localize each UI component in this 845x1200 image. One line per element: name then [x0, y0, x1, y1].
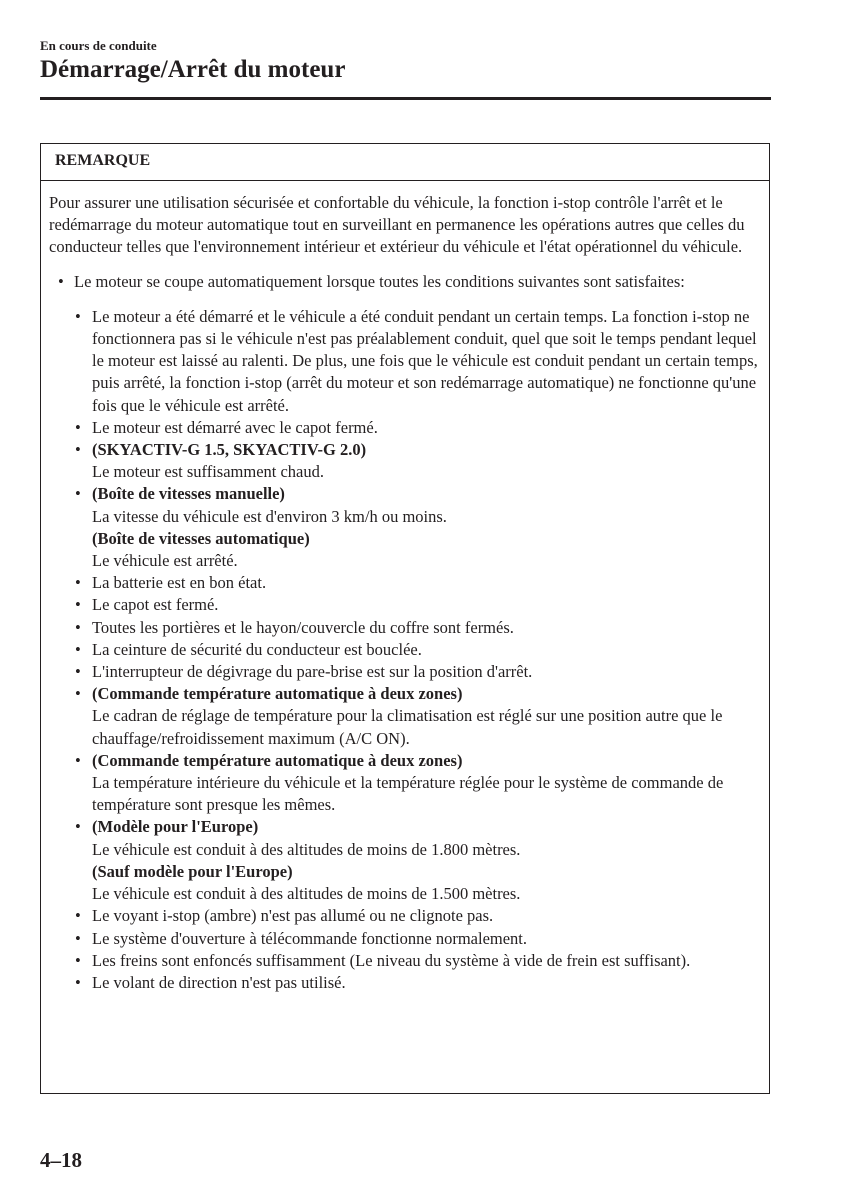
condition-item: [74, 928, 759, 950]
condition-text: Le cadran de réglage de température pour la climatisation est réglé sur une position autre que le chauffage/refroidissement maximum (A/C ON).: [92, 706, 723, 748]
condition-item: [74, 572, 759, 594]
bullet-marker: •: [58, 271, 64, 291]
condition-qualifier: (Sauf modèle pour l'Europe): [92, 861, 293, 881]
bullet-marker: •: [75, 573, 81, 593]
condition-item: [74, 617, 759, 639]
bullet-marker: •: [75, 928, 81, 948]
bullet-marker: •: [75, 972, 81, 992]
condition-qualifier: (SKYACTIV-G 1.5, SKYACTIV-G 2.0): [92, 440, 367, 460]
bullet-marker: •: [75, 662, 81, 682]
condition-text: Le véhicule est arrêté.: [92, 551, 238, 571]
main-bullet-text: Le moteur se coupe automatiquement lorsque toutes les conditions suivantes sont satisfaites:: [74, 271, 685, 291]
condition-item: [74, 594, 759, 616]
page-title: Démarrage/Arrêt du moteur: [40, 56, 346, 83]
note-body: [41, 181, 769, 994]
note-box: [40, 143, 770, 1094]
condition-item: [74, 439, 759, 483]
condition-text: Le système d'ouverture à télécommande fonctionne normalement.: [92, 928, 528, 948]
condition-text: Le voyant i-stop (ambre) n'est pas allumé ou ne clignote pas.: [92, 906, 494, 926]
condition-item: [74, 483, 759, 572]
bullet-marker: •: [75, 906, 81, 926]
condition-text: La ceinture de sécurité du conducteur est bouclée.: [92, 639, 422, 659]
condition-item: [74, 816, 759, 905]
condition-text: La température intérieure du véhicule et la température réglée pour le système de commande de température sont presque les mêmes.: [92, 773, 724, 815]
condition-text: Les freins sont enfoncés suffisamment (Le niveau du système à vide de frein est suffisant).: [92, 950, 691, 970]
bullet-marker: •: [75, 484, 81, 504]
condition-item: [74, 750, 759, 817]
bullet-marker: •: [75, 306, 81, 326]
condition-text: Le volant de direction n'est pas utilisé.: [92, 972, 346, 992]
condition-text: Le véhicule est conduit à des altitudes de moins de 1.500 mètres.: [92, 884, 521, 904]
bullet-marker: •: [75, 417, 81, 437]
condition-qualifier: (Modèle pour l'Europe): [92, 817, 259, 837]
condition-qualifier: (Commande température automatique à deux zones): [92, 684, 463, 704]
bullet-marker: •: [75, 750, 81, 770]
condition-text: Le véhicule est conduit à des altitudes de moins de 1.800 mètres.: [92, 839, 521, 859]
bullet-marker: •: [75, 950, 81, 970]
condition-item: [74, 306, 759, 417]
condition-qualifier: (Boîte de vitesses manuelle): [92, 484, 285, 504]
bullet-marker: •: [75, 639, 81, 659]
condition-qualifier: (Commande température automatique à deux zones): [92, 750, 463, 770]
note-intro: Pour assurer une utilisation sécurisée et confortable du véhicule, la fonction i-stop contrôle l'arrêt et le redémarrage du moteur automatique tout en surveillant en permanence les opérations autres que celles du conducteur telles que l'environnement intérieur et extérieur du véhicule et l'état opérationnel du véhicule.: [49, 193, 745, 257]
condition-item: [74, 639, 759, 661]
condition-item: [74, 972, 759, 994]
condition-qualifier: (Boîte de vitesses automatique): [92, 528, 310, 548]
condition-text: Toutes les portières et le hayon/couvercle du coffre sont fermés.: [92, 617, 514, 637]
bullet-marker: •: [75, 817, 81, 837]
condition-list: [74, 306, 759, 994]
condition-text: Le moteur a été démarré et le véhicule a été conduit pendant un certain temps. La fonction i-stop ne fonctionnera pas si le véhicule n'est pas préalablement conduit, quel que soit le temps pendant lequel le moteur est laissé au ralenti. De plus, une fois que le véhicule est conduit pendant un certain temps, puis arrêté, la fonction i-stop (arrêt du moteur et son redémarrage automatique) ne fonctionne qu'une fois que le véhicule est arrêté.: [92, 306, 758, 415]
page-number: 4–18: [40, 1148, 82, 1172]
condition-text: Le moteur est suffisamment chaud.: [92, 462, 325, 482]
bullet-marker: •: [75, 595, 81, 615]
bullet-marker: •: [75, 684, 81, 704]
condition-text: Le moteur est démarré avec le capot fermé.: [92, 417, 378, 437]
bullet-marker: •: [75, 617, 81, 637]
bullet-marker: •: [75, 440, 81, 460]
condition-item: [74, 905, 759, 927]
main-bullet-item: [49, 271, 759, 995]
condition-item: [74, 683, 759, 750]
condition-text: Le capot est fermé.: [92, 595, 219, 615]
condition-item: [74, 417, 759, 439]
condition-text: La batterie est en bon état.: [92, 573, 267, 593]
condition-text: L'interrupteur de dégivrage du pare-brise est sur la position d'arrêt.: [92, 662, 533, 682]
note-heading: REMARQUE: [41, 144, 769, 181]
condition-item: [74, 950, 759, 972]
condition-text: La vitesse du véhicule est d'environ 3 km/h ou moins.: [92, 506, 447, 526]
section-label: En cours de conduite: [40, 38, 157, 53]
condition-item: [74, 661, 759, 683]
title-rule: [40, 97, 771, 100]
